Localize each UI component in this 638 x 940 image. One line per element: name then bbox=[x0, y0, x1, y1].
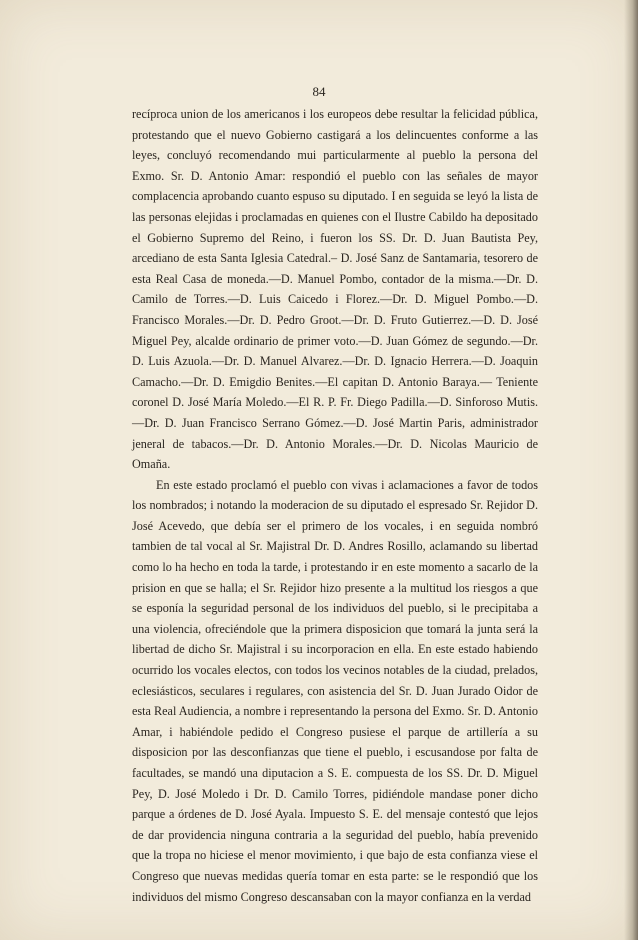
paragraph-1: recíproca union de los americanos i los europeos debe resultar la felicidad pública, protestando que el nuevo Gobierno castigará a los delincuentes conforme a las leyes, concluyó recomendando mui particularmente al pueblo la persona del Exmo. Sr. D. Antonio Amar: respondió el pueblo con las señales de mayor complacencia aprobando cuanto espuso su diputado. I en seguida se leyó la lista de las personas elejidas i proclamadas en quienes con el Ilustre Cabildo ha depositado el Gobierno Supremo del Reino, i fueron los SS. Dr. D. Juan Bautista Pey, arcediano de esta Santa Iglesia Catedral.– D. José Sanz de Santamaria, tesorero de esta Real Casa de moneda.—D. Manuel Pombo, contador de la misma.—Dr. D. Camilo de Torres.—D. Luis Caicedo i Florez.—Dr. D. Miguel Pombo.—D. Francisco Morales.—Dr. D. Pedro Groot.—Dr. D. Fruto Gutierrez.—D. D. José Miguel Pey, alcalde ordinario de primer voto.—D. Juan Gómez de segundo.—Dr. D. Luis Azuola.—Dr. D. Manuel Alvarez.—Dr. D. Ignacio Herrera.—D. Joaquin Camacho.—Dr. D. Emigdio Benites.—El capitan D. Antonio Baraya.— Teniente coronel D. José María Moledo.—El R. P. Fr. Diego Padilla.—D. Sinforoso Mutis.—Dr. D. Juan Francisco Serrano Gómez.—D. José Martin Paris, administrador jeneral de tabacos.—Dr. D. Antonio Morales.—Dr. D. Nicolas Mauricio de Omaña. bbox=[132, 107, 538, 472]
paragraph-2: En este estado proclamó el pueblo con vivas i aclamaciones a favor de todos los nombrados; i notando la moderacion de su diputado el espresado Sr. Rejidor D. José Acevedo, que debía ser el primero de los vocales, i en seguida nombró tambien de tal vocal al Sr. Majistral Dr. D. Andres Rosillo, aclamando su libertad como lo ha hecho en toda la tarde, i protestando ir en este momento a sacarlo de la prision en que se halla; el Sr. Rejidor hizo presente a la multitud los riesgos a que se esponía la seguridad personal de los individuos del pueblo, si le precipitaba a una violencia, ofreciéndole que la primera disposicion que tomará la junta será la libertad de dicho Sr. Majistral i su incorporacion en ella. En este estado habiendo ocurrido los vocales electos, con todos los vecinos notables de la ciudad, prelados, eclesiásticos, seculares i regulares, con asistencia del Sr. D. Juan Jurado Oidor de esta Real Audiencia, a nombre i representando la persona del Exmo. Sr. D. Antonio Amar, i habiéndole pedido el Congreso pusiese el parque de artillería a su disposicion por las desconfianzas que tiene el pueblo, i escusandose por falta de facultades, se mandó una diputacion a S. E. compuesta de los SS. Dr. D. Miguel Pey, D. José Moledo i Dr. D. Camilo Torres, pidiéndole mandase poner dicho parque a órdenes de D. José Ayala. Impuesto S. E. del mensaje contestó que lejos de dar providencia ninguna contraria a la seguridad del pueblo, había prevenido que la tropa no hiciese el menor movimiento, i que bajo de esta confianza viese el Congreso que nuevas medidas quería tomar en esta parte: se le respondió que los individuos del mismo Congreso descansaban con la mayor confianza en la verdad bbox=[132, 477, 538, 904]
page-number: 84 bbox=[312, 84, 326, 99]
body-text bbox=[132, 104, 538, 907]
page-edge-shadow bbox=[624, 0, 638, 940]
